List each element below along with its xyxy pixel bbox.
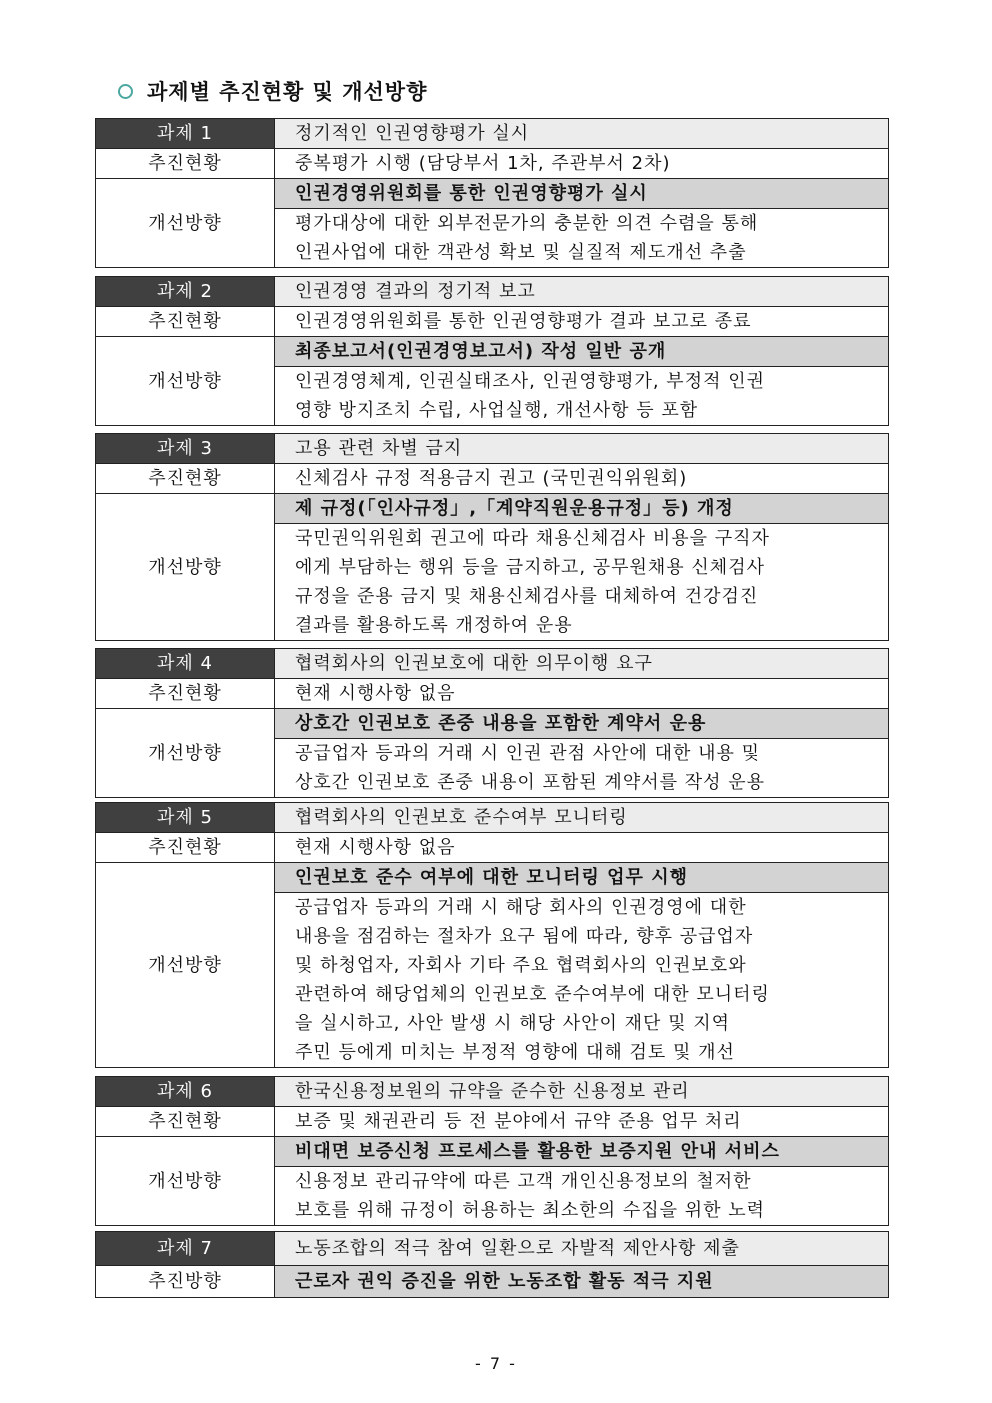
task-title: 고용 관련 차별 금지 bbox=[275, 434, 889, 464]
task-number: 과제 2 bbox=[96, 277, 275, 307]
status-value: 중복평가 시행 (담당부서 1차, 주관부서 2차) bbox=[275, 149, 889, 179]
improve-label: 개선방향 bbox=[96, 494, 275, 641]
improve-cell bbox=[275, 179, 889, 268]
direction-label: 추진방향 bbox=[96, 1266, 275, 1298]
status-label: 추진현황 bbox=[96, 679, 275, 709]
improve-line: 내용을 점검하는 절차가 요구 됨에 따라, 향후 공급업자 bbox=[295, 926, 754, 947]
improve-line: 인권사업에 대한 객관성 확보 및 실질적 제도개선 추출 bbox=[295, 242, 747, 263]
improve-line: 공급업자 등과의 거래 시 해당 회사의 인권경영에 대한 bbox=[295, 897, 747, 918]
improve-label: 개선방향 bbox=[96, 1137, 275, 1226]
improve-headline: 인권경영위원회를 통한 인권영향평가 실시 bbox=[275, 179, 888, 209]
improve-body bbox=[275, 739, 888, 797]
task-table-5 bbox=[95, 802, 889, 1068]
task-title: 정기적인 인권영향평가 실시 bbox=[275, 119, 889, 149]
direction-value: 근로자 권익 증진을 위한 노동조합 활동 적극 지원 bbox=[275, 1266, 889, 1298]
task-table-4 bbox=[95, 648, 889, 798]
improve-body bbox=[275, 209, 888, 267]
improve-headline: 최종보고서(인권경영보고서) 작성 일반 공개 bbox=[275, 337, 888, 367]
task-title: 협력회사의 인권보호에 대한 의무이행 요구 bbox=[275, 649, 889, 679]
status-value: 신체검사 규정 적용금지 권고 (국민권익위원회) bbox=[275, 464, 889, 494]
status-label: 추진현황 bbox=[96, 833, 275, 863]
task-table-3 bbox=[95, 433, 889, 641]
improve-label: 개선방향 bbox=[96, 863, 275, 1068]
improve-cell bbox=[275, 863, 889, 1068]
status-label: 추진현황 bbox=[96, 1107, 275, 1137]
status-value: 현재 시행사항 없음 bbox=[275, 679, 889, 709]
improve-body bbox=[275, 367, 888, 425]
task-number: 과제 5 bbox=[96, 803, 275, 833]
task-table-2 bbox=[95, 276, 889, 426]
improve-line: 주민 등에게 미치는 부정적 영향에 대해 검토 및 개선 bbox=[295, 1042, 735, 1063]
improve-headline: 인권보호 준수 여부에 대한 모니터링 업무 시행 bbox=[275, 863, 888, 893]
task-table-6 bbox=[95, 1076, 889, 1226]
improve-cell bbox=[275, 709, 889, 798]
improve-line: 상호간 인권보호 존중 내용이 포함된 계약서를 작성 운용 bbox=[295, 772, 765, 793]
task-number: 과제 7 bbox=[96, 1232, 275, 1266]
improve-line: 신용정보 관리규약에 따른 고객 개인신용정보의 철저한 bbox=[295, 1171, 752, 1192]
improve-line: 공급업자 등과의 거래 시 인권 관점 사안에 대한 내용 및 bbox=[295, 743, 761, 764]
improve-line: 및 하청업자, 자회사 기타 주요 협력회사의 인권보호와 bbox=[295, 955, 747, 976]
improve-headline: 상호간 인권보호 존중 내용을 포함한 계약서 운용 bbox=[275, 709, 888, 739]
improve-body bbox=[275, 893, 888, 1067]
task-number: 과제 6 bbox=[96, 1077, 275, 1107]
improve-label: 개선방향 bbox=[96, 709, 275, 798]
improve-body bbox=[275, 1167, 888, 1225]
task-title: 노동조합의 적극 참여 일환으로 자발적 제안사항 제출 bbox=[275, 1232, 889, 1266]
improve-line: 결과를 활용하도록 개정하여 운용 bbox=[295, 615, 573, 636]
status-label: 추진현황 bbox=[96, 149, 275, 179]
improve-line: 보호를 위해 규정이 허용하는 최소한의 수집을 위한 노력 bbox=[295, 1200, 765, 1221]
improve-headline: 제 규정(「인사규정」,「계약직원운용규정」등) 개정 bbox=[275, 494, 888, 524]
status-label: 추진현황 bbox=[96, 307, 275, 337]
task-title: 인권경영 결과의 정기적 보고 bbox=[275, 277, 889, 307]
section-heading bbox=[118, 76, 427, 106]
improve-label: 개선방향 bbox=[96, 179, 275, 268]
task-table-7 bbox=[95, 1231, 889, 1298]
improve-label: 개선방향 bbox=[96, 337, 275, 426]
improve-cell bbox=[275, 1137, 889, 1226]
improve-line: 규정을 준용 금지 및 채용신체검사를 대체하여 건강검진 bbox=[295, 586, 759, 607]
circle-bullet-icon bbox=[118, 84, 133, 99]
status-value: 보증 및 채권관리 등 전 분야에서 규약 준용 업무 처리 bbox=[275, 1107, 889, 1137]
improve-cell bbox=[275, 494, 889, 641]
task-number: 과제 3 bbox=[96, 434, 275, 464]
task-title: 한국신용정보원의 규약을 준수한 신용정보 관리 bbox=[275, 1077, 889, 1107]
improve-cell bbox=[275, 337, 889, 426]
improve-line: 에게 부담하는 행위 등을 금지하고, 공무원채용 신체검사 bbox=[295, 557, 765, 578]
improve-line: 영향 방지조치 수립, 사업실행, 개선사항 등 포함 bbox=[295, 400, 699, 421]
task-table-1 bbox=[95, 118, 889, 268]
task-number: 과제 1 bbox=[96, 119, 275, 149]
status-label: 추진현황 bbox=[96, 464, 275, 494]
improve-body bbox=[275, 524, 888, 640]
task-number: 과제 4 bbox=[96, 649, 275, 679]
improve-line: 국민권익위원회 권고에 따라 채용신체검사 비용을 구직자 bbox=[295, 528, 770, 549]
status-value: 인권경영위원회를 통한 인권영향평가 결과 보고로 종료 bbox=[275, 307, 889, 337]
section-title: 과제별 추진현황 및 개선방향 bbox=[147, 79, 428, 104]
improve-line: 을 실시하고, 사안 발생 시 해당 사안이 재단 및 지역 bbox=[295, 1013, 730, 1034]
improve-line: 인권경영체계, 인권실태조사, 인권영향평가, 부정적 인권 bbox=[295, 371, 765, 392]
improve-headline: 비대면 보증신청 프로세스를 활용한 보증지원 안내 서비스 bbox=[275, 1137, 888, 1167]
task-title: 협력회사의 인권보호 준수여부 모니터링 bbox=[275, 803, 889, 833]
improve-line: 관련하여 해당업체의 인권보호 준수여부에 대한 모니터링 bbox=[295, 984, 770, 1005]
improve-line: 평가대상에 대한 외부전문가의 충분한 의견 수렴을 통해 bbox=[295, 213, 759, 234]
page-number: - 7 - bbox=[475, 1354, 517, 1373]
status-value: 현재 시행사항 없음 bbox=[275, 833, 889, 863]
